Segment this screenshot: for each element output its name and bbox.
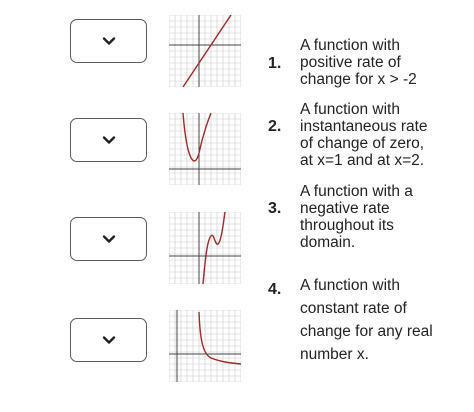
chevron-down-icon	[102, 136, 116, 145]
graph-decreasing-curve	[169, 310, 241, 382]
statement-text: A function with instantaneous rate of change of zero, at x=1 and at x=2.	[300, 101, 428, 169]
statement-number: 1.	[268, 55, 282, 72]
graph-increasing-line	[169, 15, 241, 87]
match-dropdown-3[interactable]	[70, 217, 147, 261]
chevron-down-icon	[102, 235, 116, 244]
graph-grid	[169, 15, 241, 87]
chevron-down-icon	[102, 336, 116, 345]
statement-number: 2.	[268, 118, 282, 135]
statement-text: A function with constant rate of change for any real number x.	[300, 277, 433, 363]
statement-text: A function with positive rate of change for x > -2	[300, 37, 417, 88]
statement-number: 4.	[268, 281, 282, 298]
graph-grid	[169, 113, 241, 185]
statement-text: A function with a negative rate throughout its domain.	[300, 183, 413, 251]
match-dropdown-1[interactable]	[70, 19, 147, 63]
graph-grid	[169, 212, 241, 284]
match-dropdown-4[interactable]	[70, 318, 147, 362]
graph-grid	[169, 310, 241, 382]
chevron-down-icon	[102, 37, 116, 46]
statement-number: 3.	[268, 200, 282, 217]
graph-parabola	[169, 113, 241, 185]
match-dropdown-2[interactable]	[70, 118, 147, 162]
graph-cubic-wiggle	[169, 212, 241, 284]
